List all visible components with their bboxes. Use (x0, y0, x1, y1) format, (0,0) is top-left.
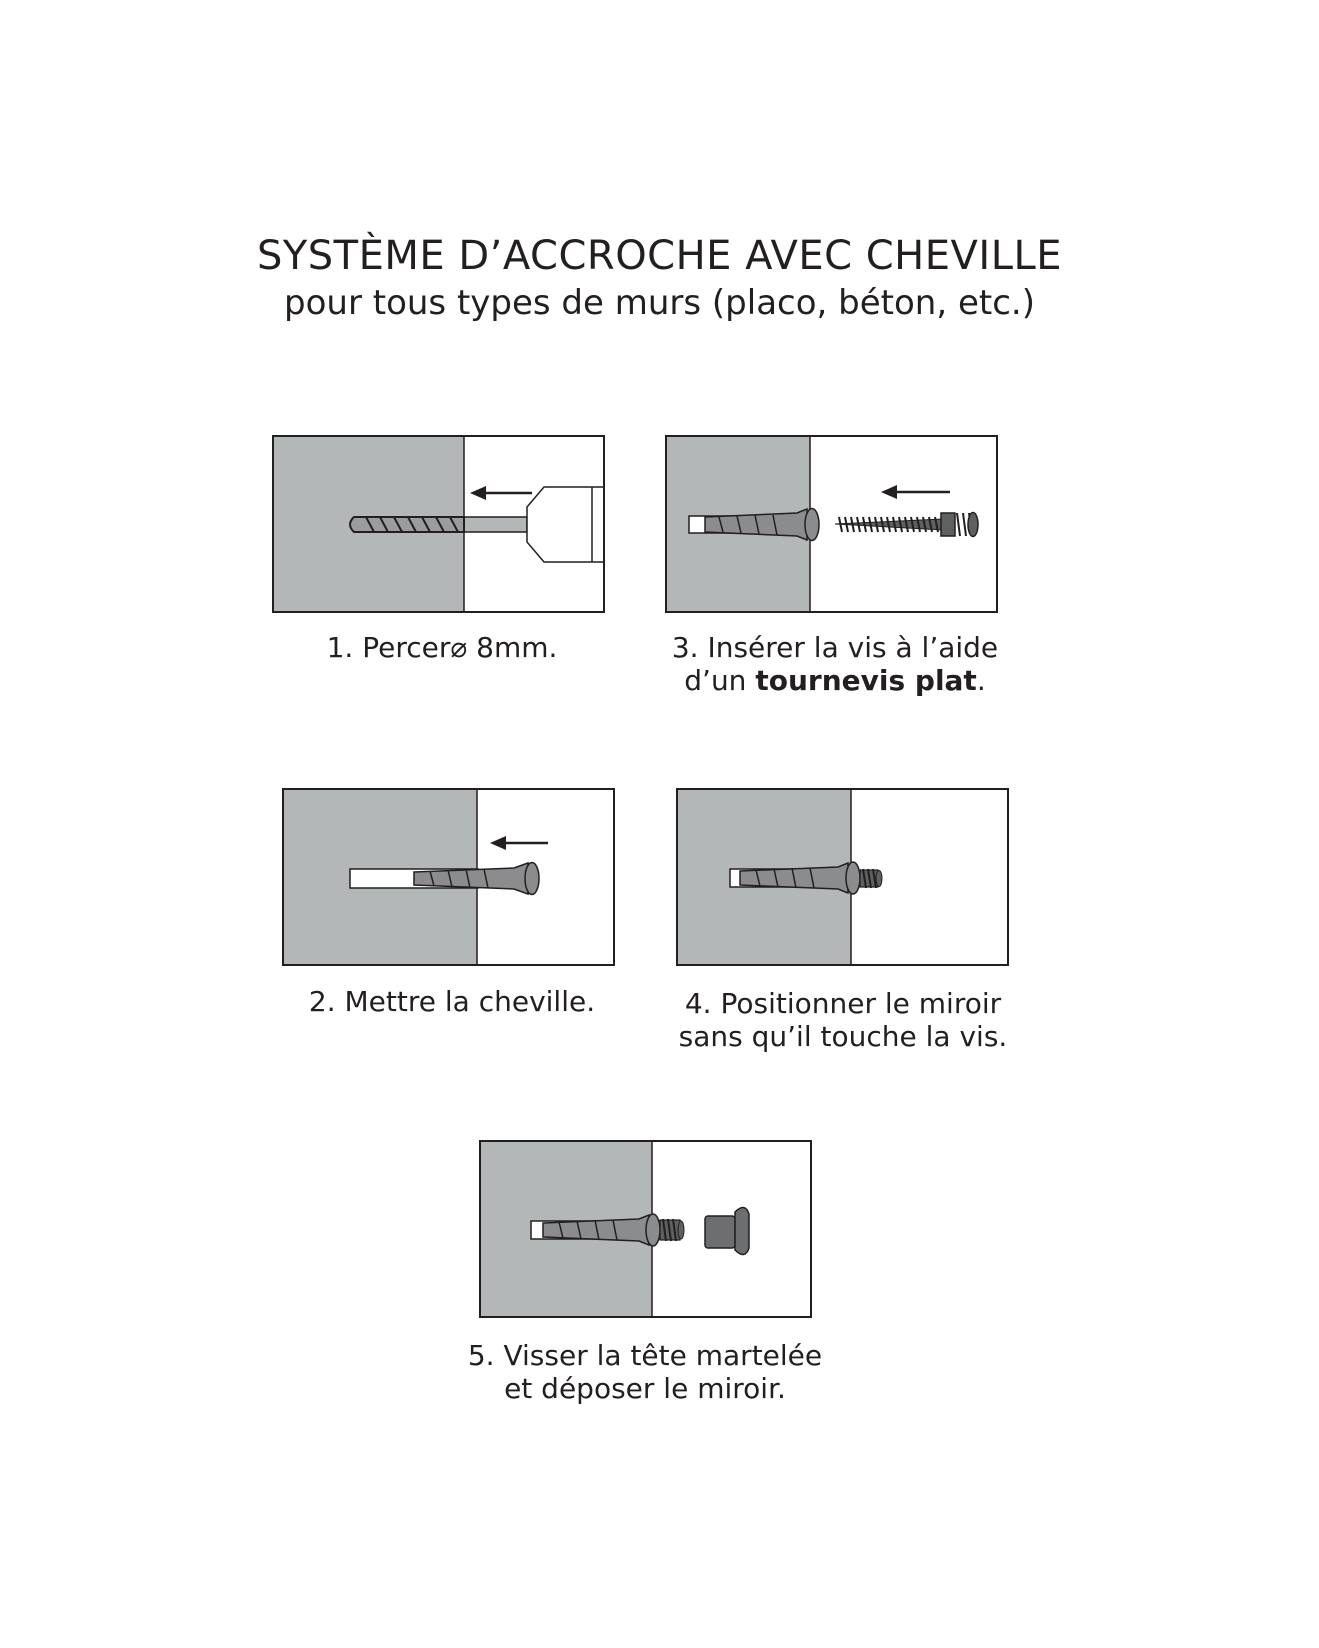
screw-icon (835, 513, 978, 537)
arrow-left-icon (490, 836, 548, 850)
step-4-caption (660, 987, 1026, 1053)
step-text: d’un (684, 664, 756, 697)
step-text: Mettre la cheville. (344, 985, 596, 1018)
step-5-caption (455, 1339, 835, 1405)
step-text: Percer (362, 631, 451, 664)
step-text: Positionner le miroir (720, 987, 1002, 1020)
step-text: et déposer le miroir. (504, 1372, 786, 1405)
step-4-illustration (676, 788, 1009, 966)
step-size: 8mm. (476, 631, 558, 664)
screw-end-icon (860, 869, 882, 888)
step-text: Visser la tête martelée (503, 1339, 823, 1372)
step-number: 4. (684, 987, 712, 1020)
step-2-illustration (282, 788, 615, 966)
step-5-illustration (479, 1140, 812, 1318)
page-title: SYSTÈME D’ACCROCHE AVEC CHEVILLE (256, 233, 1063, 279)
step-3-illustration (665, 435, 998, 613)
step-text: sans qu’il touche la vis. (678, 1020, 1008, 1053)
step-number: 3. (671, 631, 699, 664)
step-3-caption (655, 631, 1015, 697)
step-1-illustration (272, 435, 605, 613)
tool-name: tournevis plat (755, 664, 977, 697)
diameter-icon: ⌀ (450, 631, 468, 664)
page-subtitle: pour tous types de murs (placo, béton, etc.) (284, 283, 1035, 323)
step-number: 1. (326, 631, 354, 664)
step-1-caption (272, 631, 612, 664)
step-number: 2. (308, 985, 336, 1018)
step-text: Insérer la vis à l’aide (707, 631, 999, 664)
screw-end-icon (660, 1219, 684, 1241)
step-2-caption (282, 985, 622, 1018)
hammered-head-icon (705, 1207, 749, 1254)
step-number: 5. (467, 1339, 495, 1372)
step-text: . (976, 664, 986, 697)
arrow-left-icon (881, 485, 950, 499)
arrow-left-icon (470, 486, 532, 500)
